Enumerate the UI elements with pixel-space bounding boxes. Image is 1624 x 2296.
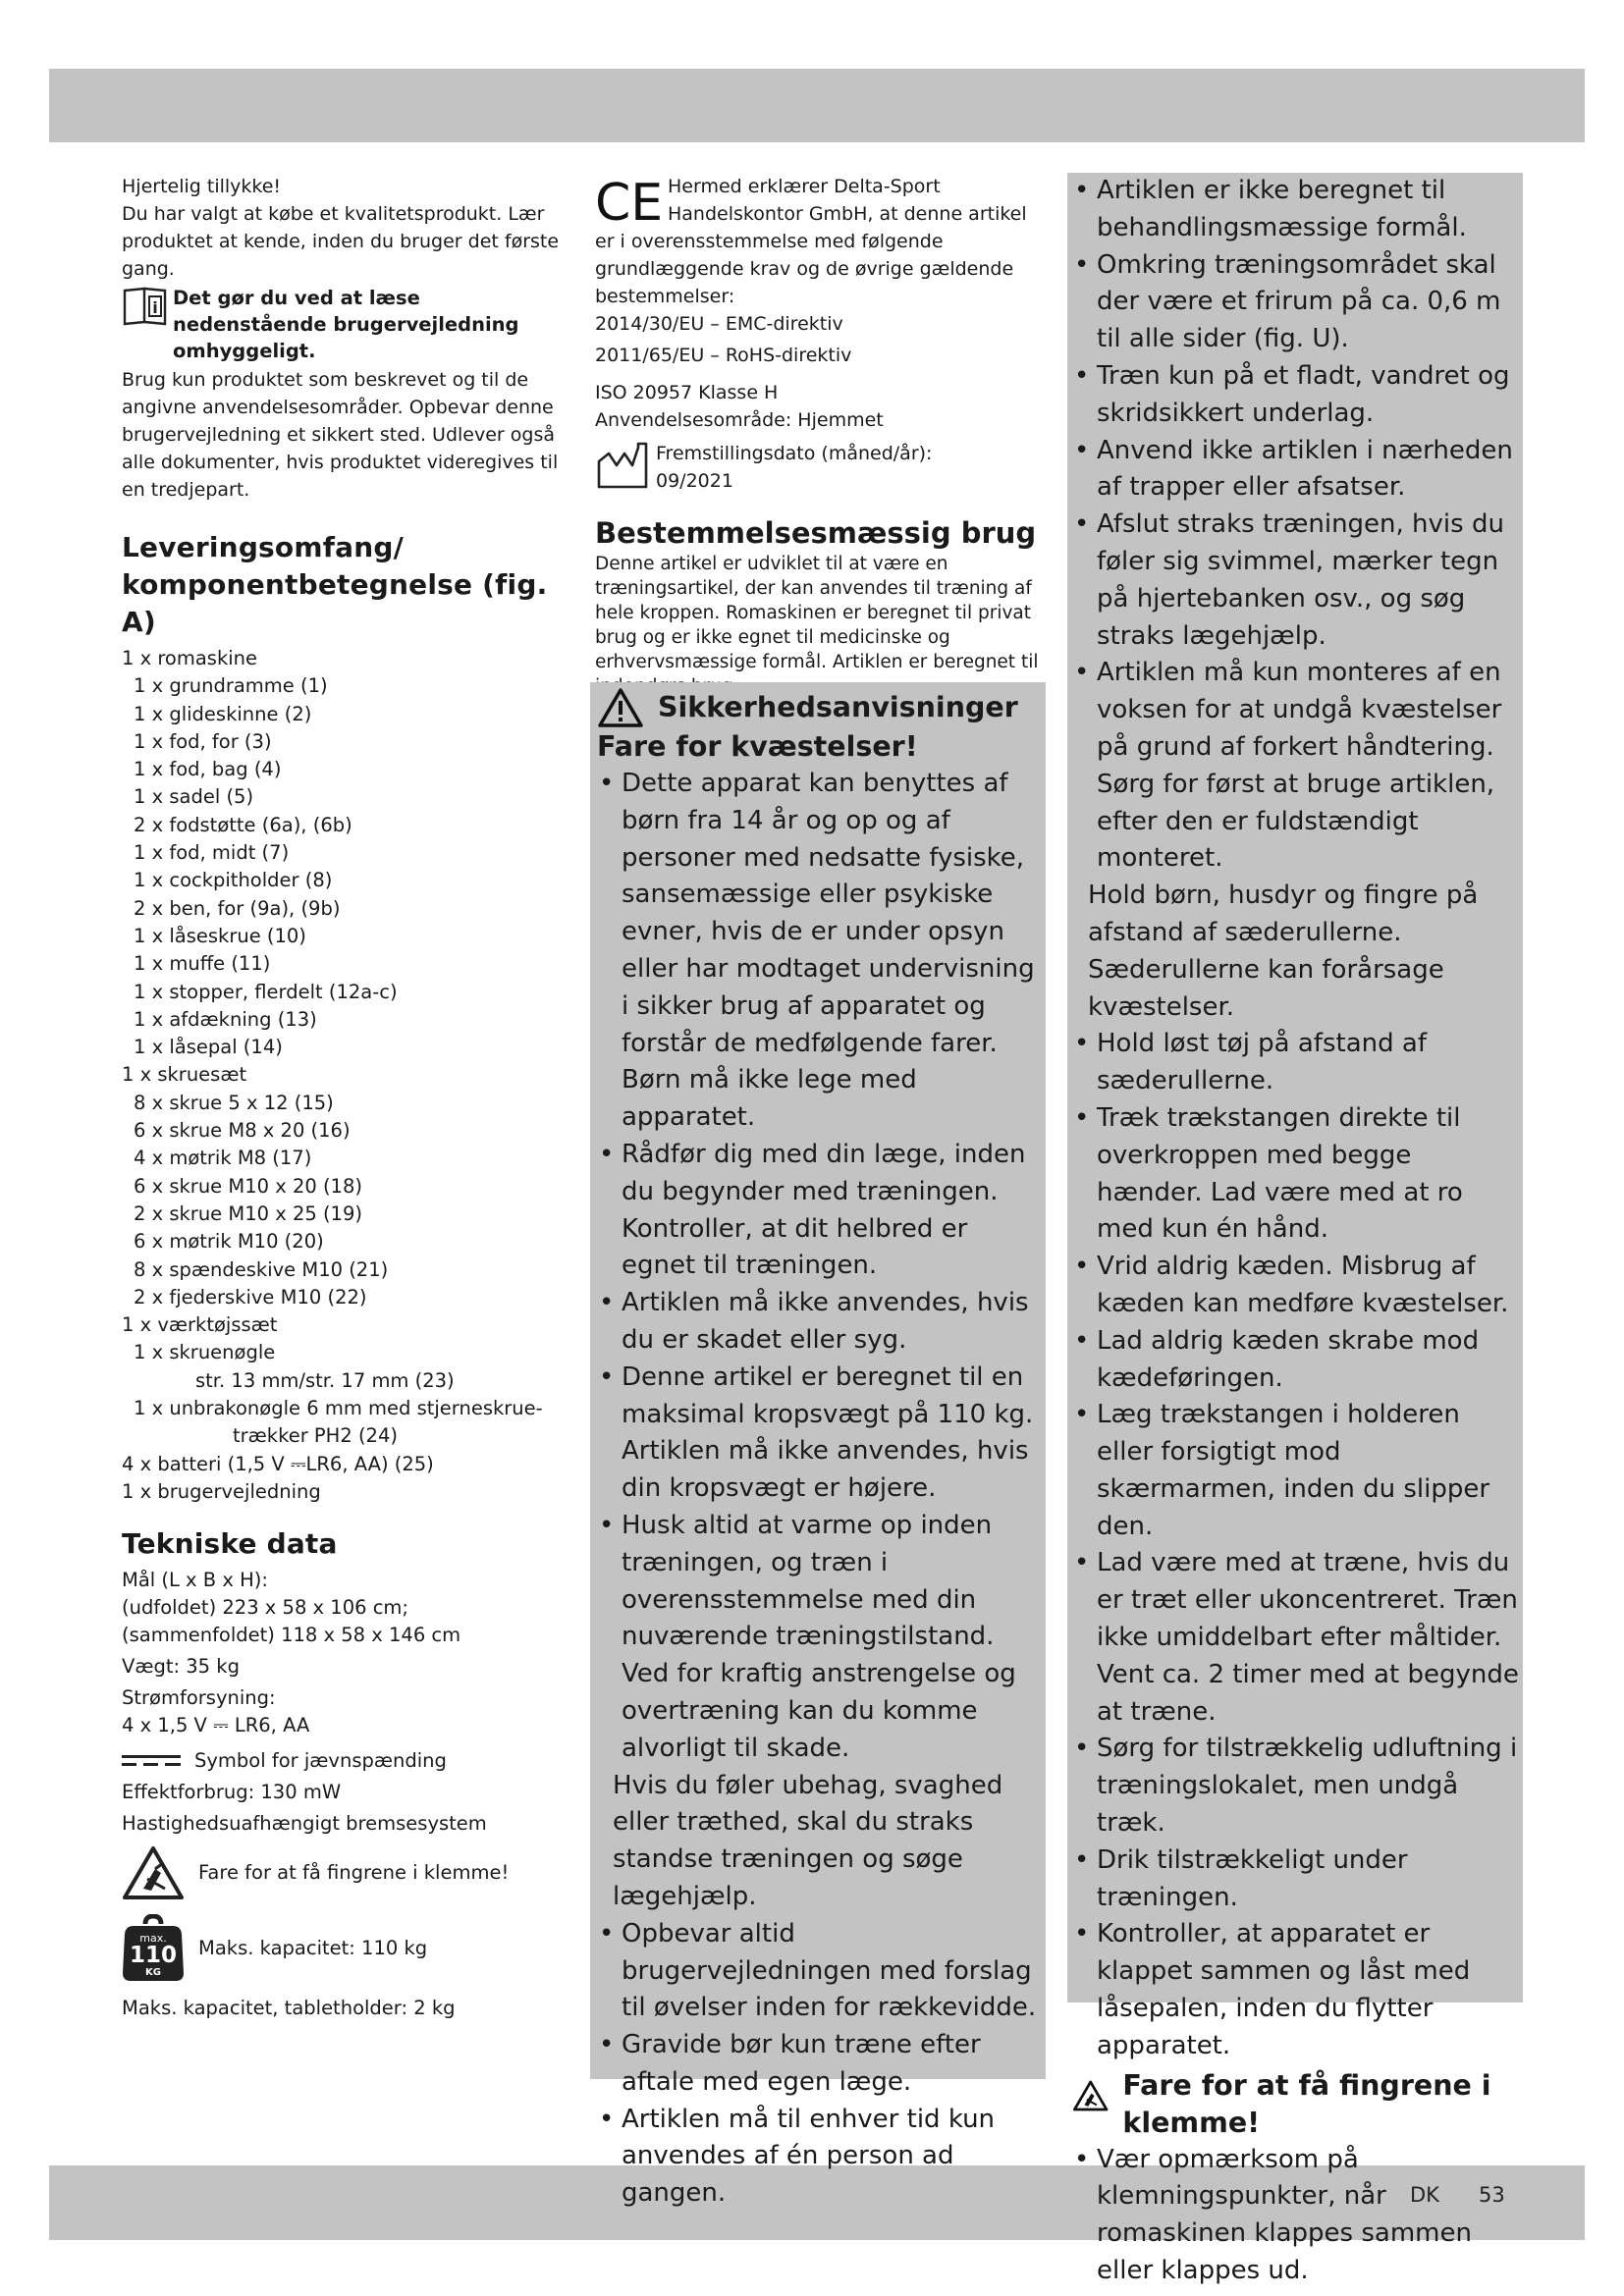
safety-section [597, 687, 1039, 2213]
injury-danger-title: Fare for kvæstelser! [597, 730, 918, 763]
tech-weight: Vægt: 35 kg [122, 1655, 240, 1679]
tech-dims-unfolded: (udfoldet) 223 x 58 x 106 cm; [122, 1596, 408, 1620]
safety-item: • Lad aldrig kæden skrabe mod kædeføringen. [1072, 1323, 1524, 1398]
safety-item: • Artiklen må ikke anvendes, hvis du er skadet eller syg. [597, 1285, 1039, 1360]
safety-item: • Rådfør dig med din læge, inden du begynder med træningen. Kontroller, at dit helbred er egnet til træningen. [597, 1137, 1039, 1285]
safety-item: • Artiklen er ikke beregnet til behandlingsmæssige formål. [1072, 173, 1524, 247]
list-item: 1 x fod, bag (4) [134, 758, 282, 781]
tablet-capacity: Maks. kapacitet, tabletholder: 2 kg [122, 1997, 456, 2020]
footer-language: DK [1410, 2183, 1439, 2207]
safety-item: • Gravide bør kun træne efter aftale med egen læge. [597, 2027, 1039, 2102]
list-item: 6 x møtrik M10 (20) [134, 1230, 324, 1254]
purpose-title: Bestemmelsesmæssig brug [595, 516, 1037, 550]
safety-item: • Artiklen må kun monteres af en voksen for at undgå kvæstelser på grund af forkert håndtering. Sørg for først at bruge artiklen, efter den er fuldstændigt monteret. [1072, 655, 1524, 878]
list-item: 6 x skrue M8 x 20 (16) [134, 1119, 351, 1143]
warning-icon [597, 687, 644, 728]
list-item: 1 x fod, for (3) [134, 729, 272, 753]
pinch-warning-text: Fare for at få fingrene i klemme! [198, 1861, 510, 1885]
list-item: 8 x spændeskive M10 (21) [134, 1257, 389, 1281]
max-weight-row [122, 1914, 564, 1983]
list-item: 1 x låseskrue (10) [134, 924, 306, 947]
pinch-warning-row [122, 1845, 564, 1900]
list-item: 4 x batteri (1,5 V ⎓LR6, AA) (25) [122, 1452, 434, 1475]
safety-item: • Træn kun på et fladt, vandret og skridsikkert underlag. [1072, 358, 1524, 433]
list-item: 1 x unbrakonøgle 6 mm med stjerneskrue- [134, 1397, 543, 1420]
safety-item: • Omkring træningsområdet skal der være et frirum på ca. 0,6 m til alle sider (fig. U). [1072, 247, 1524, 358]
tech-dims-folded: (sammenfoldet) 118 x 58 x 146 cm [122, 1624, 461, 1647]
page-number: 53 [1479, 2183, 1505, 2207]
ce-text: Hermed erklærer Delta-Sport Handelskontor GmbH, at denne artikel er i overensstemmelse med følgende grundlæggende krav og de øvrige gældende bestemmelser: [595, 176, 1027, 307]
list-item: 4 x møtrik M8 (17) [134, 1147, 312, 1170]
column-right [1072, 173, 1524, 2290]
column-middle [595, 173, 1047, 699]
safety-item: • Husk altid at varme op inden træningen, og træn i overensstemmelse med din nuværende træningstilstand. Ved for kraftig anstrengelse og overtræning kan du komme alvorligt til skade. [597, 1508, 1039, 1768]
list-item: 2 x skrue M10 x 25 (19) [134, 1201, 362, 1225]
list-item: 1 x muffe (11) [134, 952, 271, 976]
list-item: 1 x skruesæt [122, 1063, 247, 1087]
list-item: 1 x glideskinne (2) [134, 702, 312, 725]
safety-item: • Anvend ikke artiklen i nærheden af trapper eller afsatser. [1072, 433, 1524, 507]
intro-text: Du har valgt at købe et kvalitetsprodukt. Lær produktet at kende, inden du bruger det første gang. [122, 203, 560, 280]
list-item: 1 x grundramme (1) [134, 674, 328, 698]
svg-text:i: i [152, 298, 158, 317]
tech-data [122, 1567, 564, 2022]
list-item: 1 x sadel (5) [134, 785, 254, 809]
weight-icon-max: max. [139, 1932, 167, 1946]
safety-list-right [1072, 173, 1524, 2065]
list-item: 1 x romaskine [122, 647, 258, 669]
manual-info-icon [122, 285, 169, 326]
manufacture-date-value: 09/2021 [656, 470, 733, 492]
list-item: 2 x fodstøtte (6a), (6b) [134, 813, 352, 836]
manufacture-date-row [595, 440, 1047, 495]
factory-icon [595, 440, 650, 491]
ce-mark-icon [595, 175, 664, 228]
tech-consumption: Effektforbrug: 130 mW [122, 1781, 342, 1804]
purpose-text: Denne artikel er udviklet til at være en træningsartikel, der kan anvendes til træning af hele kroppen. Romaskinen er beregnet til privat brug og er ikke egnet til medicinske og erhvervsmæssige formål. Artiklen er beregnet til [595, 554, 1039, 672]
list-item: 1 x fod, midt (7) [134, 841, 290, 865]
list-item: 1 x afdækning (13) [134, 1007, 317, 1031]
list-item: 1 x cockpitholder (8) [134, 869, 333, 892]
list-item: 1 x værktøjssæt [122, 1313, 278, 1337]
safety-item: • Opbevar altid brugervejledningen med forslag til øvelser inden for rækkevidde. [597, 1916, 1039, 2027]
list-item: 1 x låsepal (14) [134, 1036, 283, 1059]
list-item: 6 x skrue M10 x 20 (18) [134, 1174, 362, 1198]
safety-item: • Vær opmærksom på klemningspunkter, når romaskinen klappes sammen eller klappes ud. [1072, 2142, 1524, 2290]
weight-capacity-icon [122, 1914, 185, 1983]
intro-greeting: Hjertelig tillykke! [122, 176, 282, 197]
manufacture-date-label: Fremstillingsdato (måned/år): [656, 443, 933, 464]
ce-directive-emc: 2014/30/EU – EMC-direktiv [595, 313, 843, 335]
safety-item: • Drik tilstrækkeligt under træningen. [1072, 1842, 1524, 1917]
tech-dims-label: Mål (L x B x H): [122, 1569, 268, 1592]
scope-list [122, 645, 564, 1506]
dc-symbol-text: Symbol for jævnspænding [194, 1749, 447, 1773]
usage-area: Anvendelsesområde: Hjemmet [595, 409, 884, 431]
list-item: trækker PH2 (24) [233, 1424, 398, 1448]
safety-item: • Afslut straks træningen, hvis du føler sig svimmel, mærker tegn på hjertebanken osv., og søg straks lægehjælp. [1072, 507, 1524, 655]
safety-list-middle [597, 766, 1039, 2213]
list-item: 8 x skrue 5 x 12 (15) [134, 1091, 334, 1114]
list-item: 1 x brugervejledning [122, 1479, 321, 1503]
safety-item: • Hold løst tøj på afstand af sæderullerne. [1072, 1026, 1524, 1100]
pinch-warning-icon [1072, 2075, 1109, 2116]
safety-item: • Artiklen må til enhver tid kun anvendes af én person ad gangen. [597, 2102, 1039, 2213]
weight-icon-unit: KG [145, 1967, 161, 1979]
tech-power-value: 4 x 1,5 V ⎓ LR6, AA [122, 1714, 310, 1737]
safety-item: • Læg trækstangen i holderen eller forsigtigt mod skærmarmen, inden du slipper den. [1072, 1397, 1524, 1545]
list-item: str. 13 mm/str. 17 mm (23) [195, 1368, 455, 1392]
tech-title: Tekniske data [122, 1527, 338, 1561]
list-item: 1 x skruenøgle [134, 1341, 276, 1364]
list-item: 2 x fjederskive M10 (22) [134, 1285, 367, 1308]
weight-icon-number: 110 [129, 1943, 178, 1969]
dc-symbol-row [122, 1747, 564, 1775]
safety-item: • Vrid aldrig kæden. Misbrug af kæden kan medføre kvæstelser. [1072, 1249, 1524, 1323]
header-band [49, 69, 1585, 142]
safety-title: Sikkerhedsanvisninger [658, 691, 1018, 723]
tech-power-label: Strømforsyning: [122, 1686, 276, 1710]
info-note [122, 285, 564, 364]
safety-item: • Dette apparat kan benyttes af børn fra 14 år og op og af personer med nedsatte fysiske, sansemæssige eller psykiske evner, hvis de er under opsyn eller har modtaget undervisning i sikker brug af apparatet og forstår de medfølgende farer. Børn må ikke lege med apparatet. [597, 766, 1039, 1137]
list-item: 1 x stopper, flerdelt (12a-c) [134, 980, 398, 1003]
safety-item: • Lad være med at træne, hvis du er træt eller ukoncentreret. Træn ikke umiddelbart efter måltider. Vent ca. 2 timer med at begynde at træne. [1072, 1545, 1524, 1731]
safety-item: • Kontroller, at apparatet er klappet sammen og låst med låsepalen, inden du flytter apparatet. [1072, 1916, 1524, 2064]
tech-brake: Hastighedsuafhængigt bremsesystem [122, 1812, 487, 1836]
pinch-warning-icon [122, 1845, 185, 1900]
ce-directive-rohs: 2011/65/EU – RoHS-direktiv [595, 345, 852, 366]
ce-declaration [595, 173, 1047, 310]
list-item: 2 x ben, for (9a), (9b) [134, 896, 341, 920]
pinch-list [1072, 2142, 1524, 2290]
safety-paragraph: Hvis du føler ubehag, svaghed eller træthed, skal du straks standse træningen og søge lægehjælp. [613, 1770, 1003, 1911]
scope-title-line1: Leveringsomfang/ [122, 531, 405, 563]
intro-usage-text: Brug kun produktet som beskrevet og til de angivne anvendelsesområder. Opbevar denne brugervejledning et sikkert sted. Udlever også alle dokumenter, hvis produktet videregives til en tredjepart. [122, 369, 559, 501]
pinch-title: Fare for at få fingrene i klemme! [1122, 2068, 1491, 2139]
max-capacity-text: Maks. kapacitet: 110 kg [198, 1937, 428, 1960]
column-left [122, 173, 564, 2022]
safety-paragraph: Hold børn, husdyr og fingre på afstand af sæderullerne. Sæderullerne kan forårsage kvæstelser. [1088, 881, 1479, 1022]
scope-title-line2: komponentbetegnelse (fig. A) [122, 568, 548, 638]
safety-item: • Sørg for tilstrækkelig udluftning i træningslokalet, men undgå træk. [1072, 1731, 1524, 1842]
safety-item: • Denne artikel er beregnet til en maksimal kropsvægt på 110 kg. Artiklen må ikke anvendes, hvis din kropsvægt er højere. [597, 1360, 1039, 1508]
ce-mark-text: CE [595, 175, 664, 228]
dc-voltage-icon [122, 1754, 181, 1768]
safety-item: • Træk trækstangen direkte til overkroppen med begge hænder. Lad være med at ro med kun én hånd. [1072, 1100, 1524, 1249]
safety-heading [597, 687, 1039, 728]
info-bold-text: Det gør du ved at læse nedenstående brugervejledning omhyggeligt. [173, 287, 519, 362]
pinch-heading [1072, 2067, 1524, 2142]
iso-standard: ISO 20957 Klasse H [595, 382, 779, 403]
